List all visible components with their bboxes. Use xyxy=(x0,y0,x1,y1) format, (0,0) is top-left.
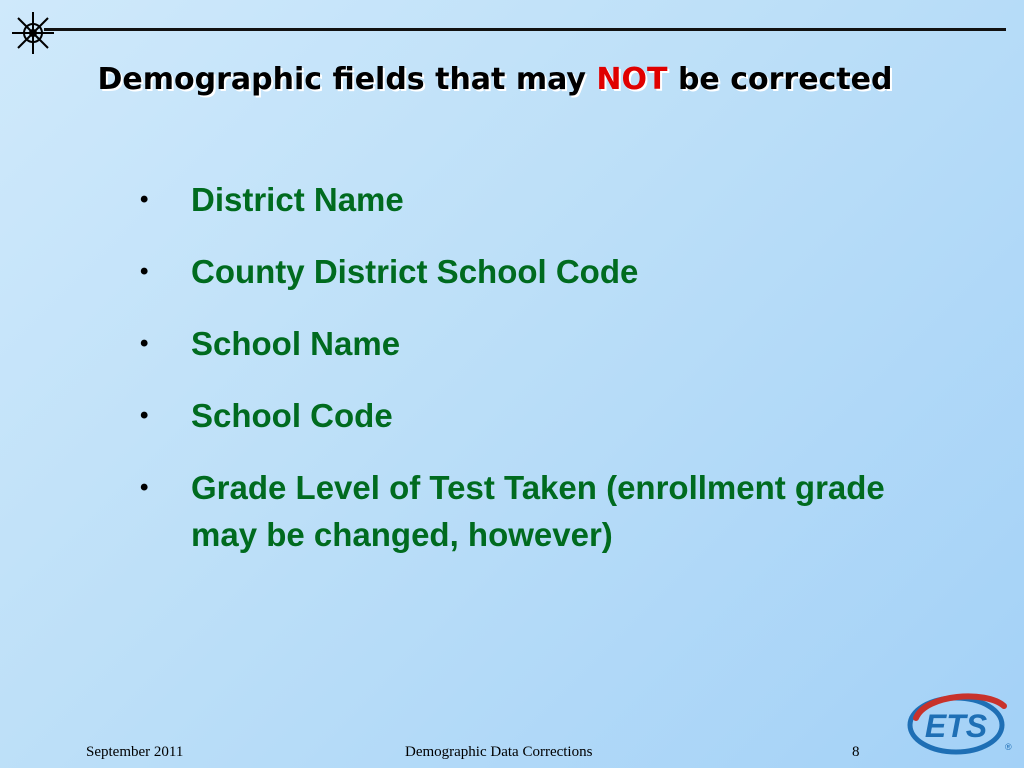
footer-date: September 2011 xyxy=(86,744,184,760)
bullet-item xyxy=(140,464,940,558)
bullet-text: School Code xyxy=(191,397,393,434)
title-text-part2: be corrected xyxy=(667,62,893,97)
bullet-item xyxy=(140,320,940,367)
bullet-dot: • xyxy=(140,186,149,213)
bullet-item xyxy=(140,176,940,223)
bullet-dot: • xyxy=(140,258,149,285)
bullet-text: District Name xyxy=(191,181,404,218)
ets-logo xyxy=(904,688,1012,758)
bullet-item xyxy=(140,248,940,295)
bullet-text: County District School Code xyxy=(191,253,639,290)
bullet-item xyxy=(140,392,940,439)
footer-page-number: 8 xyxy=(852,744,860,760)
bullet-text: School Name xyxy=(191,325,401,362)
top-divider xyxy=(44,28,1006,31)
compass-star-icon xyxy=(10,10,56,56)
bullet-dot: • xyxy=(140,402,149,429)
bullet-dot: • xyxy=(140,474,149,501)
bullet-dot: • xyxy=(140,330,149,357)
footer-title: Demographic Data Corrections xyxy=(405,744,593,760)
slide-title xyxy=(60,58,930,102)
registered-mark: ® xyxy=(1005,742,1012,752)
title-text-part1: Demographic fields that may xyxy=(97,62,597,97)
ets-logo-text: ETS xyxy=(924,708,988,744)
bullet-text: Grade Level of Test Taken (enrollment grade may be changed, however) xyxy=(191,469,885,553)
bullet-list xyxy=(140,176,940,583)
title-emphasis: NOT xyxy=(596,62,668,97)
